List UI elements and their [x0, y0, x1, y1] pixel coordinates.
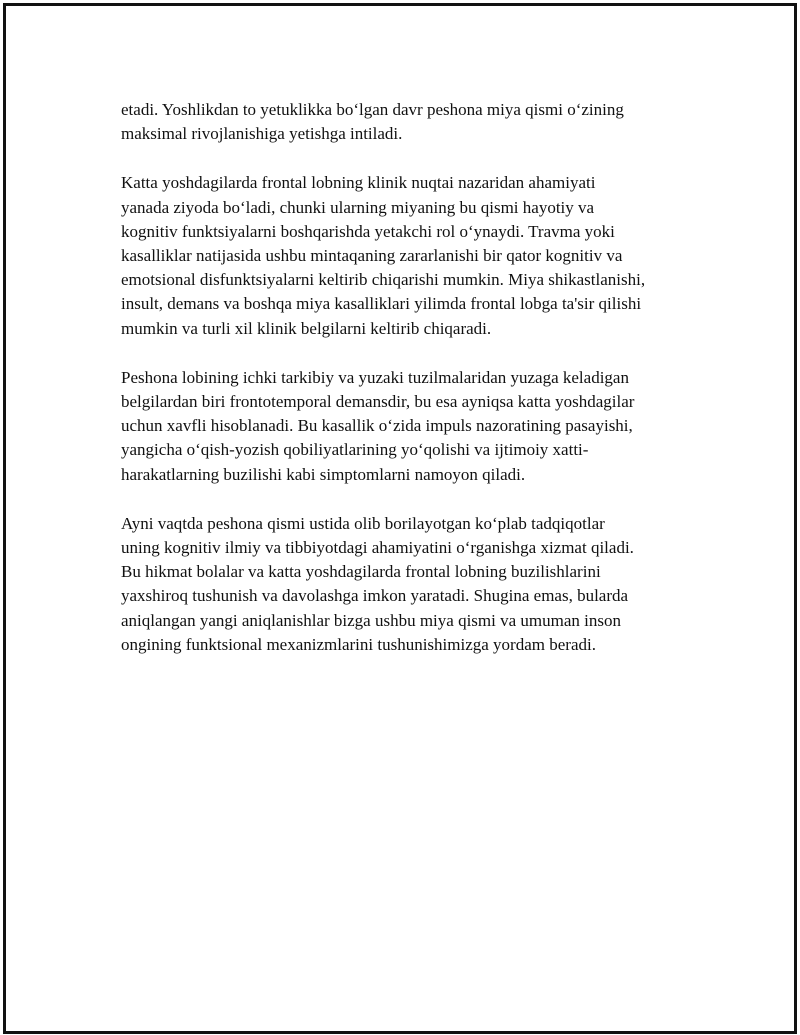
paragraph-3: Peshona lobining ichki tarkibiy va yuzaki tuzilmalaridan yuzaga keladigan belgilardan biri frontotemporal demansdir, bu esa ayniqsa katta yoshdagilar uchun xavfli hisoblanadi. Bu kasallik o‘zida impuls nazoratining pasayishi, yangicha o‘qish-yozish qobiliyatlarining yo‘qolishi va ijtimoiy xatti- harakatlarning buzilishi kabi simptomlarni namoyon qiladi.	[121, 367, 635, 484]
paragraph-2: Katta yoshdagilarda frontal lobning klinik nuqtai nazaridan ahamiyati yanada ziyoda bo‘ladi, chunki ularning miyaning bu qismi hayotiy va kognitiv funktsiyalarni boshqarishda yetakchi rol o‘ynaydi. Travma yoki kasalliklar natijasida ushbu mintaqaning zararlanishi bir qator kognitiv va emotsional disfunktsiyalarni keltirib chiqarishi mumkin. Miya shikastlanishi, insult, demans va boshqa miya kasalliklari yilimda frontal lobga ta'sir qilishi mumkin va turli xil klinik belgilarni keltirib chiqaradi.	[121, 173, 646, 338]
paragraph-4: Ayni vaqtda peshona qismi ustida olib borilayotgan ko‘plab tadqiqotlar uning kognitiv ilmiy va tibbiyotdagi ahamiyatini o‘rganishga xizmat qiladi. Bu hikmat bolalar va katta yoshdagilarda frontal lobning buzilishlarini yaxshiroq tushunish va davolashga imkon yaratadi. Shugina emas, bularda aniqlangan yangi aniqlanishlar bizga ushbu miya qismi va umuman inson ongining funktsional mexanizmlarini tushunishimizga yordam beradi.	[121, 513, 634, 654]
paragraph-1: etadi. Yoshlikdan to yetuklikka bo‘lgan davr peshona miya qismi o‘zining maksimal rivojlanishiga yetishga intiladi.	[121, 100, 624, 144]
document-body	[121, 98, 701, 682]
page-frame	[3, 3, 797, 1034]
